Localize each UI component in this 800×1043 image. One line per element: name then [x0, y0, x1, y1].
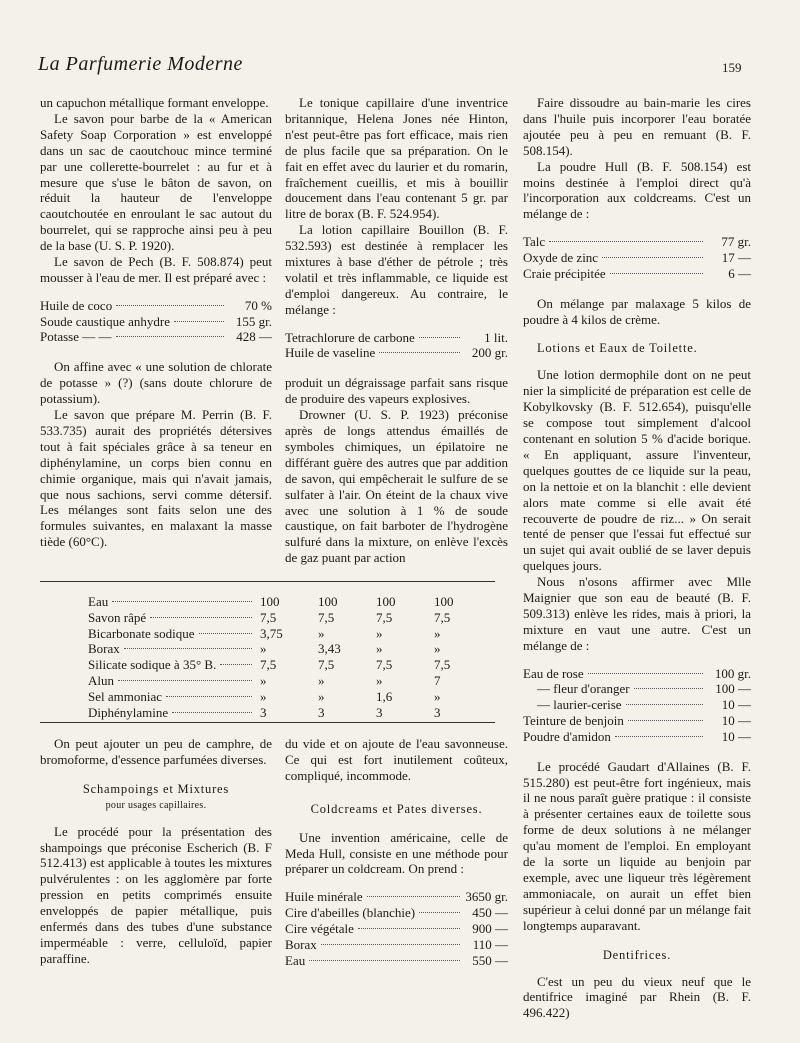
paragraph: La lotion capillaire Bouillon (B. F. 532.593) est destinée à remplacer les mixtures à base d'éther de pétrole ; très volatil et très inflammable, ce liquide est d'emploi dangereux. Au contraire, le mélange : — [285, 222, 508, 317]
recipe-line: Cire d'abeilles (blanchie) 450 — — [285, 905, 508, 921]
column-2-top — [285, 95, 508, 566]
paragraph: On mélange par malaxage 5 kilos de poudre à 4 kilos de crème. — [523, 295, 751, 327]
page-number: 159 — [722, 60, 742, 75]
section-heading: Lotions et Eaux de Toilette. — [537, 341, 698, 356]
paragraph: C'est un peu du vieux neuf que le dentifrice imaginé par Rhein (B. F. 496.422) — [523, 973, 751, 1021]
recipe-list — [523, 666, 751, 745]
paragraph: Une lotion dermophile dont on ne peut nier la simplicité de préparation est celle de Kobylkovsky (B. F. 512.654), puisqu'elle se compose tout simplement d'alcool contenant en solution 5 % d'acide borique. « En appliquant, assure l'inventeur, quelques gouttes de ce liquide sur la peau, on la nettoie et on la blanchit : elle devient alors mate comme si elle avait été recouverte de poudre de riz... » On serait tenté de penser que l'essai fut effectué sur un sujet qui avait oublié de se laver depuis quelques jours. — [523, 367, 751, 574]
table-row: Alun » » » 7 — [88, 672, 441, 688]
table-row: Sel ammoniac » » 1,6 » — [88, 688, 441, 704]
column-2-bottom — [285, 736, 508, 982]
recipe-line: Borax 110 — — [285, 936, 508, 952]
recipe-line: Craie précipitée 6 — — [523, 265, 751, 281]
paragraph: La poudre Hull (B. F. 508.154) est moins destinée à l'emploi direct qu'à l'incorporation aux coldcreams. C'est un mélange de : — [523, 158, 751, 222]
section-heading: Coldcreams et Pates diverses. — [310, 801, 483, 816]
recipe-list — [285, 889, 508, 968]
table-row: Borax » 3,43 » » — [88, 641, 441, 657]
recipe-line: Huile de vaseline 200 gr. — [285, 345, 508, 361]
paragraph: Faire dissoudre au bain-marie les cires dans l'huile puis incorporer l'eau boratée ajoutée peu à peu en remuant (B. F. 508.154). — [523, 95, 751, 158]
recipe-line: Teinture de benjoin 10 — — [523, 713, 751, 729]
section-heading: Dentifrices. — [602, 947, 672, 962]
paragraph: On peut ajouter un peu de camphre, de bromoforme, d'essence parfumées diverses. — [40, 736, 272, 767]
recipe-line: Poudre d'amidon 10 — — [523, 728, 751, 744]
paragraph: produit un dégraissage parfait sans risque de produire des vapeurs explosives. — [285, 375, 508, 407]
recipe-line: Eau de rose 100 gr. — [523, 665, 751, 681]
paragraph: Nous n'osons affirmer avec Mlle Maignier que son eau de beauté (B. F. 509.313) enlève les rides, mais à priori, la mixture en vaut une autre. C'est un mélange de : — [523, 574, 751, 653]
recipe-list — [523, 234, 751, 281]
table-row: Silicate sodique à 35° B. 7,5 7,5 7,5 7,5 — [88, 657, 451, 673]
paragraph: Le procédé pour la présentation des shampoings que préconise Escherich (B. F 512.413) est applicable à toutes les mixtures pulvérulentes : on les agglomère par forte pression en petits comprimés ensuite enveloppés de papier métallique, puis enfermés dans des tubes d'une substance imperméable : verre, celluloïd, papier paraffine. — [40, 823, 272, 966]
column-3 — [523, 95, 751, 1021]
paragraph: Une invention américaine, celle de Meda Hull, consiste en une méthode pour préparer un coldcream. On prend : — [285, 829, 508, 877]
recipe-line: Talc 77 gr. — [523, 234, 751, 250]
section-heading: Schampoings et Mixtures pour usages capillaires. — [40, 782, 272, 814]
recipe-line: Eau 550 — — [285, 952, 508, 968]
recipe-line: — laurier-cerise 10 — — [537, 697, 751, 713]
table-row: Bicarbonate sodique 3,75 » » » — [88, 625, 441, 641]
recipe-list — [40, 298, 272, 345]
paragraph: On affine avec « une solution de chlorate de potasse » (?) (sans doute chlorure de potassium). — [40, 359, 272, 407]
recipe-line: Soude caustique anhydre 155 gr. — [40, 313, 272, 329]
paragraph: Le savon de Pech (B. F. 508.874) peut mousser à l'eau de mer. Il est préparé avec : — [40, 254, 272, 285]
table-row: Savon râpé 7,5 7,5 7,5 7,5 — [88, 609, 451, 625]
section-subheading: pour usages capillaires. — [105, 799, 207, 811]
recipe-line: Huile minérale 3650 gr. — [285, 889, 508, 905]
formula-table — [40, 581, 495, 723]
paragraph: du vide et on ajoute de l'eau savonneuse. Ce qui est fort inutilement coûteux, compliqué, incommode. — [285, 736, 508, 783]
recipe-line: Tetrachlorure de carbone 1 lit. — [285, 329, 508, 345]
paragraph: Le savon pour barbe de la « American Safety Soap Corporation » est enveloppé dans un sac de caoutchouc mince terminé par une collerette-bourrelet : au fur et à mesure que s'use le bâton de savon, on réduit la hauteur de l'enveloppe caoutchoutée en enroulant le sac autout du bourrelet, qui se rapproche ainsi peu à peu de la base (U. S. P. 1920). — [40, 110, 272, 254]
table-row: Eau 100 100 100 100 — [88, 594, 454, 609]
paragraph: Le savon que prépare M. Perrin (B. F. 533.735) aurait des propriétés détersives tout à fait spéciales grâce à sa teneur en diphénylamine, un corps bien connu en chimie organique, mais qui n'avait jamais, que nous sachions, servi comme détersif. Les mélanges sont faits selon une des formules suivantes, en malaxant la masse tiède (60°C). — [40, 406, 272, 550]
table-row: Diphénylamine 3 3 3 3 — [88, 704, 441, 720]
recipe-line: — fleur d'oranger 100 — — [537, 681, 751, 697]
paragraph: Drowner (U. S. P. 1923) préconise après de longs attendus émaillés de symboles chimiques, un épilatoire ne différant guère des autres que par addition de savon, qui empêcherait le sulfure de se sulfater à l'air. On éteint de la chaux vive avec une solution à 1 % de soude caustique, on fait barboter de l'hydrogène sulfuré dans la mixture, on enlève l'excès de gaz puant par action — [285, 407, 508, 566]
paragraph: Le procédé Gaudart d'Allaines (B. F. 515.280) est peut-être fort ingénieux, mais il ne nous paraît guère pratique : il consiste à présenter certaines eaux de toilette sous forme de deux solutions à ne mélanger qu'au moment de l'emploi. En employant de la sorte un liquide au benjoin par exemple, avec une liqueur très légèrement ammoniacale, on aurait un effet bien supérieur à celui donné par un mélange fait longtemps auparavant. — [523, 758, 751, 933]
recipe-line: Potasse — — 428 — — [40, 329, 272, 345]
recipe-line: Oxyde de zinc 17 — — [523, 250, 751, 266]
paragraph: un capuchon métallique formant enveloppe. — [40, 95, 269, 110]
recipe-line: Cire végétale 900 — — [285, 920, 508, 936]
paragraph: Le tonique capillaire d'une inventrice britannique, Helena Jones née Hinton, n'est peut-être pas fort efficace, mais rien de plus facile que sa préparation. On le fait en effet avec du laurier et du romarin, fraîchement cueillis, et mis à bouillir doucement dans l'eau contenant 5 gr. par litre de borax (B. F. 524.954). — [285, 95, 508, 222]
page-header-title: La Parfumerie Moderne — [38, 53, 243, 75]
column-1-top — [40, 95, 272, 550]
recipe-line: Huile de coco 70 % — [40, 297, 272, 313]
recipe-list — [285, 330, 508, 362]
column-1-bottom — [40, 736, 272, 967]
